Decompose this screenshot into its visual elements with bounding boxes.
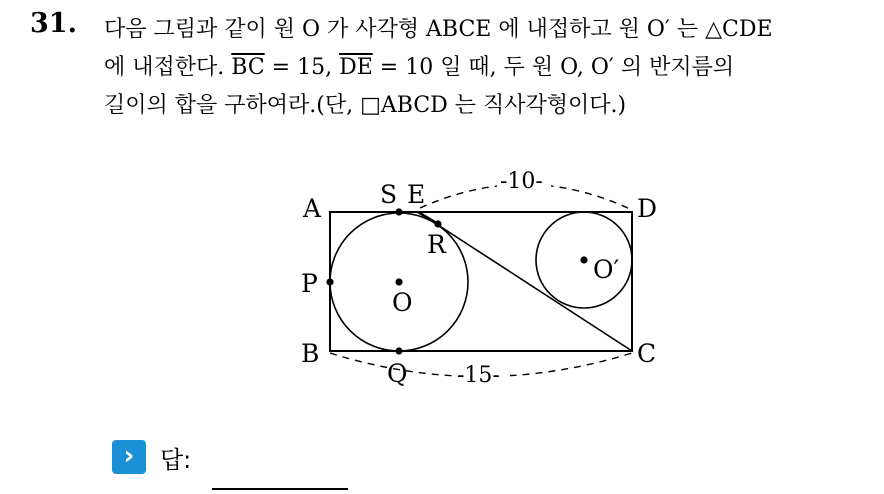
label-b: B	[301, 339, 320, 368]
question-text-2a: 에 내접한다.	[104, 55, 232, 80]
label-r: R	[427, 230, 446, 259]
question-text-3: 길이의 합을 구하여라.(단, □ABCD 는 직사각형이다.)	[104, 93, 627, 118]
label-o: O	[392, 288, 413, 317]
label-a: A	[303, 194, 322, 223]
point-r	[434, 220, 441, 227]
label-length-15: -15-	[457, 363, 500, 388]
question-text-2b: = 15,	[264, 55, 340, 80]
label-length-10: -10-	[500, 169, 543, 194]
label-q: Q	[387, 359, 408, 388]
label-o-prime: O′	[593, 255, 620, 284]
label-c: C	[637, 339, 657, 368]
question-text-1: 다음 그림과 같이 원 O 가 사각형 ABCE 에 내접하고 원 O′ 는 △CDE	[104, 17, 773, 42]
label-e: E	[407, 180, 426, 209]
answer-label: 답:	[160, 446, 192, 474]
center-o	[395, 278, 402, 285]
point-p	[326, 278, 333, 285]
segment-bc: $\overline{BC}$	[231, 55, 265, 80]
label-d: D	[637, 194, 658, 223]
rectangle-abcd	[330, 212, 632, 351]
center-o-prime	[580, 256, 587, 263]
point-q	[395, 347, 402, 354]
segment-de: $\overline{DE}$	[339, 55, 373, 80]
answer-blank[interactable]	[212, 488, 348, 490]
point-s	[395, 208, 402, 215]
label-p: P	[301, 269, 318, 298]
question-text-2c: = 10 일 때, 두 원 O, O′ 의 반지름의	[372, 55, 735, 80]
chevron-right-icon: ›	[112, 440, 146, 474]
question-number: 31.	[30, 8, 77, 39]
label-s: S	[380, 180, 398, 209]
